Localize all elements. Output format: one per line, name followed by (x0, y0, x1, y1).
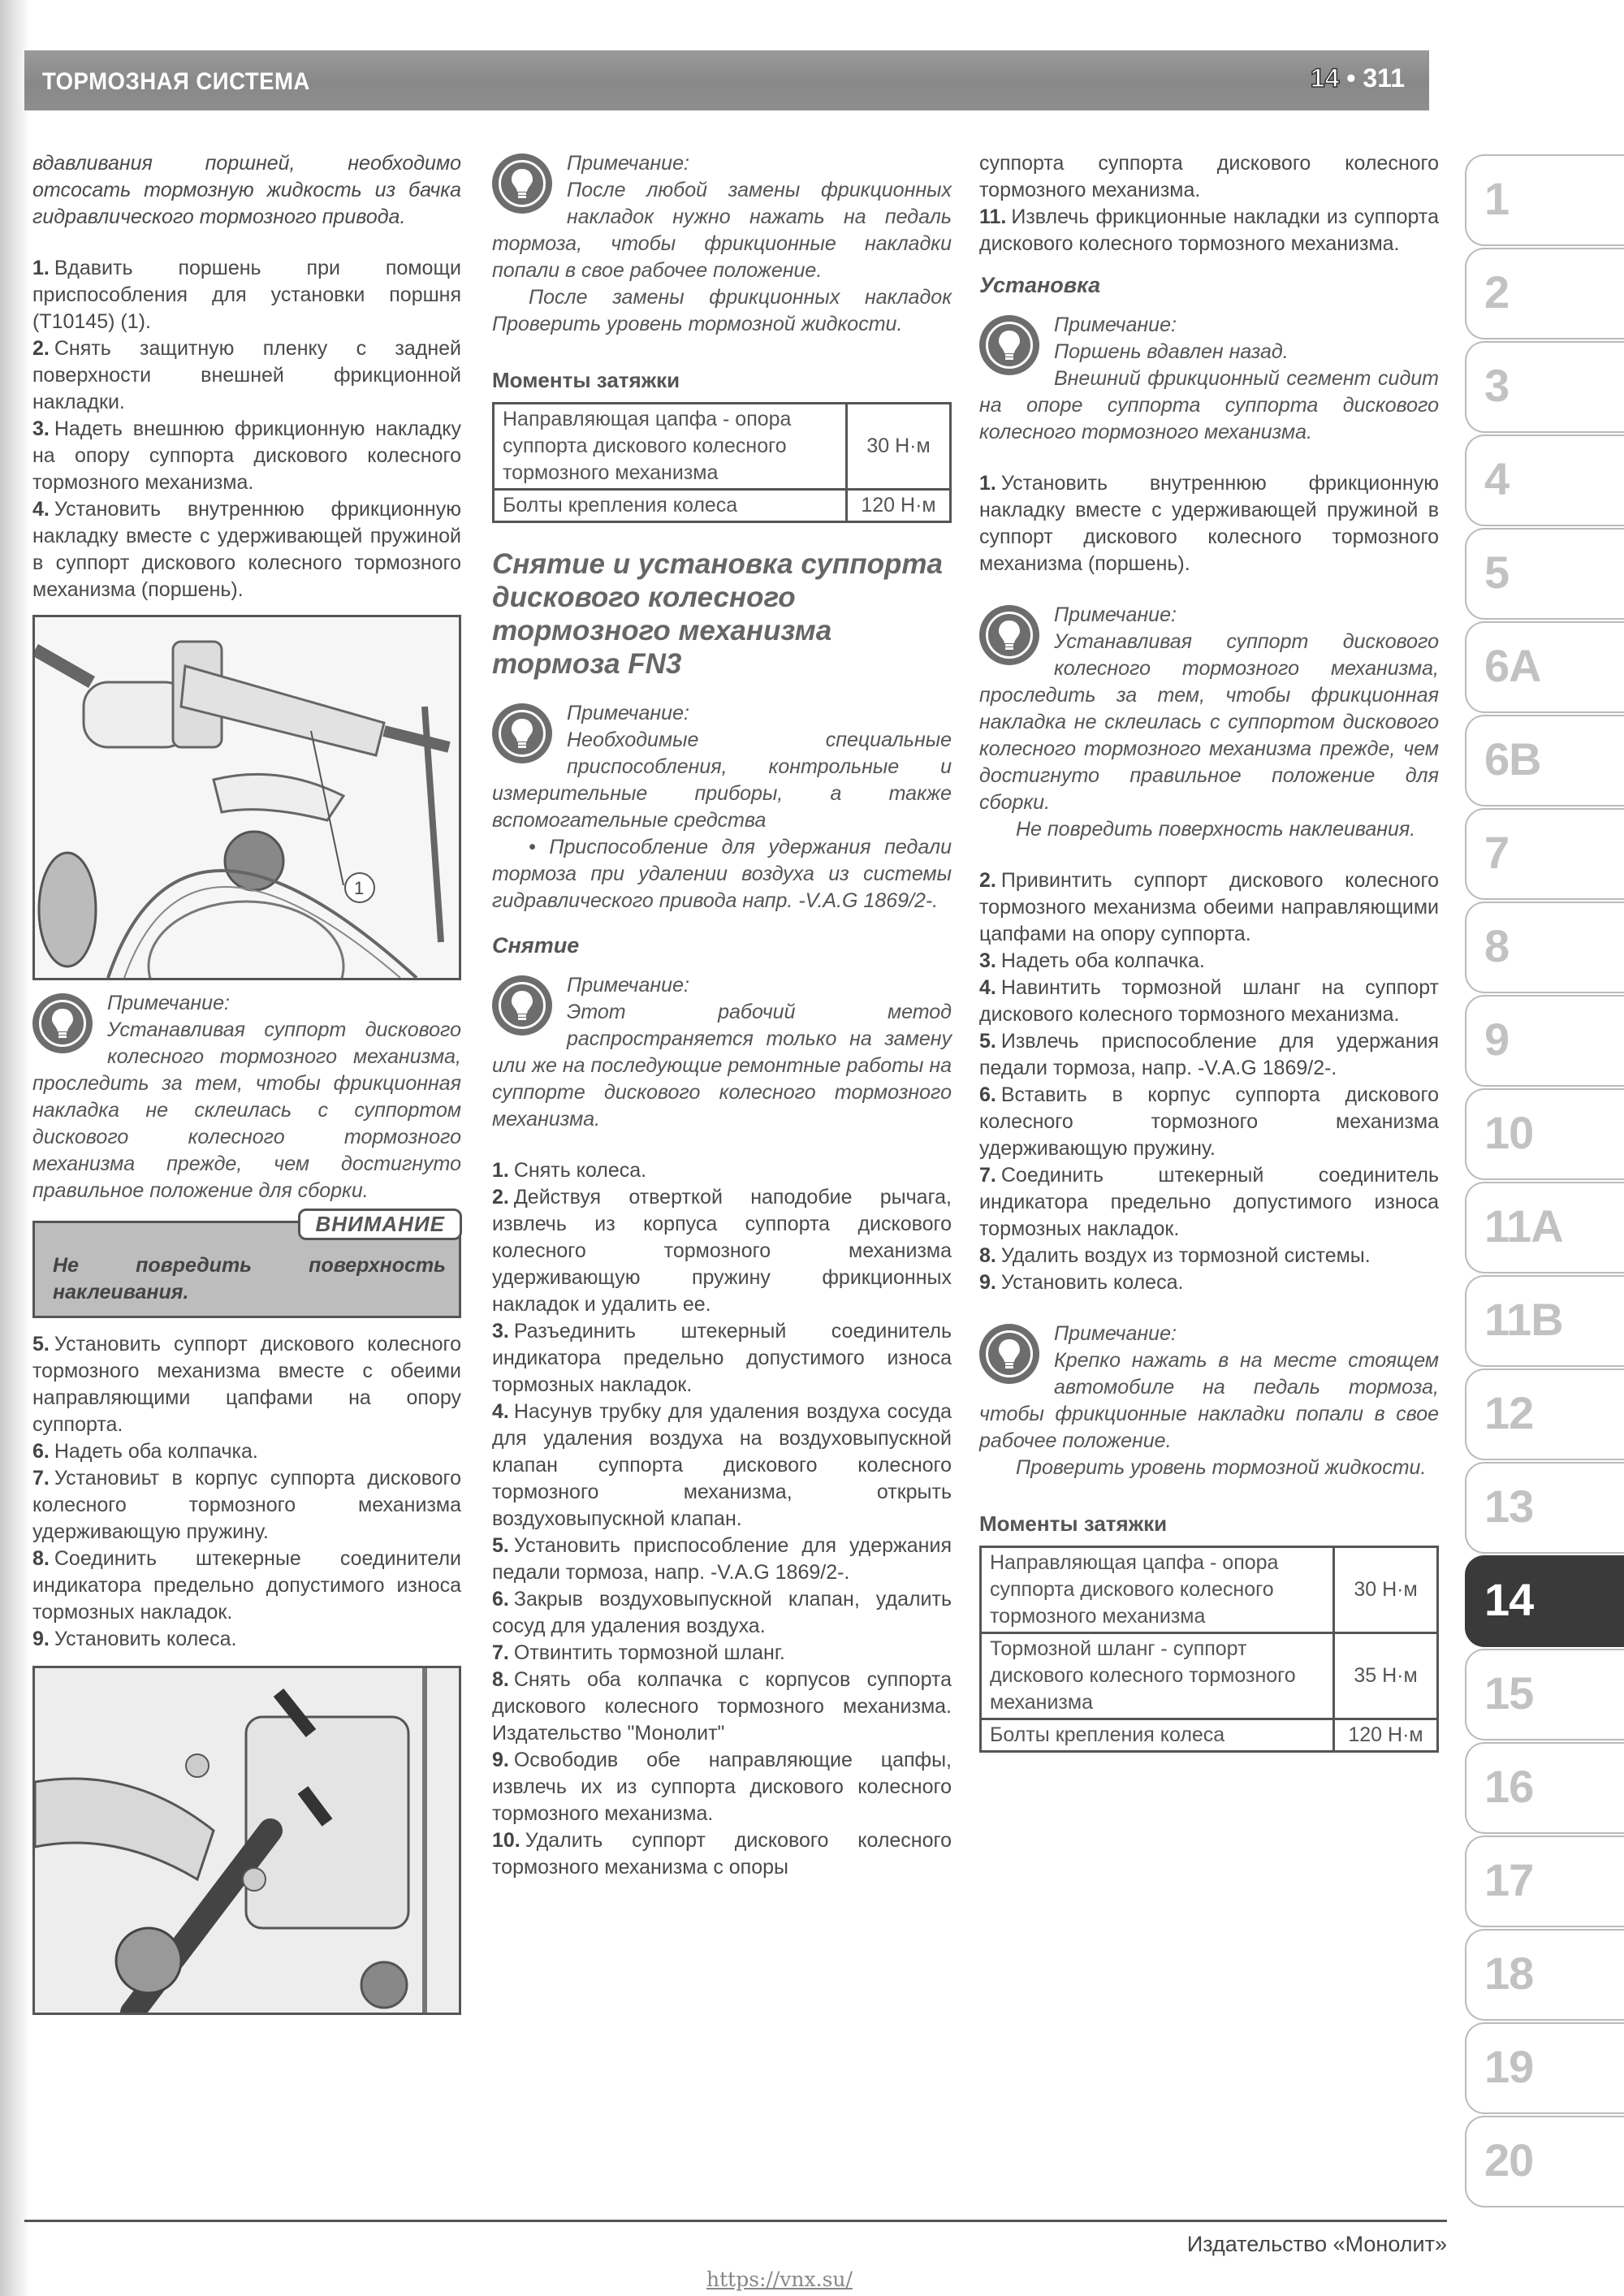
page-spine-shadow (0, 0, 28, 2296)
torque-value: 30 Н·м (1334, 1547, 1438, 1633)
step-item: 1. Снять колеса. (492, 1159, 647, 1182)
caliper-wrench-illustration (35, 1668, 459, 2013)
step-item: 9. Установить колеса. (979, 1271, 1184, 1294)
chapter-tab-16[interactable]: 16 (1465, 1742, 1624, 1834)
page-number (1311, 63, 1405, 93)
torque-row (981, 1633, 1438, 1719)
column-middle (492, 150, 952, 1881)
removal-heading: Снятие (492, 933, 580, 958)
step-item: 10. Удалить суппорт дискового колесного тормозного механизма с опоры (492, 1829, 952, 1879)
step-item: 2. Действуя отверткой наподобие рычага, извлечь из корпуса суппорта дискового колесного тормозного механизма удерживающую пружину фрикционных накладок и удалить ее. (492, 1186, 952, 1316)
intro-text: вдавливания поршней, необходимо отсосать тормозную жидкость из бачка гидравлического тормозного привода. (32, 152, 461, 228)
note-text: Этот рабочий метод распространяется только на замену или же на последующие ремонтные работы на суппорте дискового колесного тормозного механизма. (492, 1001, 952, 1131)
steps-list (492, 1157, 952, 1881)
step-item: 7. Соединить штекерный соединитель индикатора предельно допустимого износа тормозных накладок. (979, 1164, 1439, 1240)
torque-title: Моменты затяжки (979, 1511, 1168, 1536)
lightbulb-icon (979, 315, 1039, 375)
torque-table (492, 402, 952, 523)
note-block (979, 312, 1439, 446)
step-item: 4. Установить внутреннюю фрикционную накладку вместе с удерживающей пружиной в суппорт дискового колесного тормозного механизма (поршень). (32, 498, 461, 601)
torque-row (981, 1547, 1438, 1633)
page-header (24, 50, 1429, 110)
lightbulb-icon (979, 605, 1039, 665)
torque-title: Моменты затяжки (492, 368, 680, 392)
note-block (492, 150, 952, 338)
steps-list (32, 255, 461, 603)
note-text: Поршень вдавлен назад. (1054, 340, 1289, 363)
note-block (979, 602, 1439, 843)
attention-box (32, 1212, 461, 1318)
step-item: 8. Снять оба колпачка с корпусов суппорта дискового колесного тормозного механизма. Издательство "Монолит" (492, 1668, 952, 1745)
chapter-tab-13[interactable]: 13 (1465, 1462, 1624, 1554)
step-item: 4. Навинтить тормозной шланг на суппорт дискового колесного тормозного механизма. (979, 976, 1439, 1026)
lightbulb-icon (32, 993, 93, 1053)
step-item: 5. Установить суппорт дискового колесного тормозного механизма вместе с обеими направляющими цапфами на опору суппорта. (32, 1333, 461, 1436)
step-item: 5. Установить приспособление для удержания педали тормоза, напр. -V.A.G 1869/2-. (492, 1534, 952, 1584)
step-item: 1. Установить внутреннюю фрикционную накладку вместе с удерживающей пружиной в суппорт дискового колесного тормозного механизма (поршень). (979, 472, 1439, 575)
note-text: Не повредить поверхность наклеивания. (1016, 818, 1416, 841)
note-block (32, 990, 461, 1204)
note-text: Устанавливая суппорт дискового колесного тормозного механизма, проследить за тем, чтобы фрикционная накладка не склеилась с суппортом дискового колесного тормозного механизма прежде, чем достигнуто правильное положение для сборки. (32, 1018, 461, 1202)
step-item: 1. Вдавить поршень при помощи приспособления для установки поршня (T10145) (1). (32, 257, 461, 333)
footer-publisher: Издательство «Монолит» (1186, 2232, 1447, 2256)
note-text: Устанавливая суппорт дискового колесного тормозного механизма, проследить за тем, чтобы фрикционная накладка не склеилась с суппортом дискового колесного тормозного механизма прежде, чем достигнуто правильное положение для сборки. (979, 630, 1439, 814)
step-item: 8. Соединить штекерные соединители индикатора предельно допустимого износа тормозных накладок. (32, 1547, 461, 1624)
figure-caliper-wrench (32, 1666, 461, 2015)
torque-value: 30 Н·м (847, 404, 951, 490)
page-number-value: 311 (1363, 63, 1405, 93)
lightbulb-icon (492, 703, 552, 763)
lightbulb-icon (492, 153, 552, 214)
steps-list (32, 1331, 461, 1653)
chapter-tab-20[interactable]: 20 (1465, 2116, 1624, 2207)
step-item: 4. Насунув трубку для удаления воздуха сосуда для удаления воздуха на воздуховыпускной клапан суппорта дискового колесного тормозного механизма, открыть воздуховыпускной клапан. (492, 1400, 952, 1530)
section-title: ТОРМОЗНАЯ СИСТЕМА (42, 68, 310, 95)
chapter-tab-19[interactable]: 19 (1465, 2022, 1624, 2114)
lightbulb-icon (492, 975, 552, 1036)
section-heading: Снятие и установка суппорта дискового колесного тормозного механизма тормоза FN3 (492, 548, 943, 680)
note-text: Необходимые специальные приспособления, контрольные и измерительные приборы, а также вспомогательные средства (492, 729, 952, 832)
figure-piston-tool (32, 615, 461, 980)
attention-label: ВНИМАНИЕ (298, 1209, 462, 1240)
step-item: 7. Отвинтить тормозной шланг. (492, 1641, 785, 1664)
continuation-text: суппорта суппорта дискового колесного тормозного механизма. (979, 152, 1439, 201)
torque-item: Болты крепления колеса (494, 490, 847, 522)
chapter-tab-12[interactable]: 12 (1465, 1369, 1624, 1460)
step-item: 3. Разъединить штекерный соединитель индикатора предельно допустимого износа тормозных накладок. (492, 1320, 952, 1396)
chapter-tab-6a[interactable]: 6A (1465, 621, 1624, 713)
step-item: 3. Надеть оба колпачка. (979, 949, 1205, 972)
torque-item: Направляющая цапфа - опора суппорта дискового колесного тормозного механизма (981, 1547, 1334, 1633)
chapter-tab-14[interactable]: 14 (1465, 1555, 1624, 1647)
chapter-tab-8[interactable]: 8 (1465, 902, 1624, 993)
note-text: Внешний фрикционный сегмент сидит на опоре суппорта суппорта дискового колесного тормозного механизма. (979, 367, 1439, 443)
note-title: Примечание: (1054, 603, 1177, 626)
step-item: 3. Надеть внешнюю фрикционную накладку на опору суппорта дискового колесного тормозного механизма. (32, 417, 461, 494)
chapter-tab-4[interactable]: 4 (1465, 435, 1624, 526)
step-item: 6. Закрыв воздуховыпускной клапан, удалить сосуд для удаления воздуха. (492, 1588, 952, 1637)
chapter-tab-1[interactable]: 1 (1465, 154, 1624, 246)
chapter-tab-15[interactable]: 15 (1465, 1649, 1624, 1740)
torque-item: Тормозной шланг - суппорт дискового колесного тормозного механизма (981, 1633, 1334, 1719)
note-title: Примечание: (567, 974, 689, 997)
note-text: После любой замены фрикционных накладок нужно нажать на педаль тормоза, чтобы фрикционные накладки попали в свое рабочее положение. (492, 179, 952, 282)
footer-url-link[interactable]: https://vnx.su/ (706, 2268, 853, 2291)
torque-value: 35 Н·м (1334, 1633, 1438, 1719)
note-text: После замены фрикционных накладок Проверить уровень тормозной жидкости. (492, 286, 952, 335)
torque-item: Направляющая цапфа - опора суппорта дискового колесного тормозного механизма (494, 404, 847, 490)
lightbulb-icon (979, 1324, 1039, 1384)
torque-table (979, 1546, 1439, 1753)
torque-item: Болты крепления колеса (981, 1719, 1334, 1752)
torque-row (494, 490, 951, 522)
attention-text: Не повредить поверхность наклеивания. (53, 1254, 446, 1304)
chapter-tab-3[interactable]: 3 (1465, 341, 1624, 433)
chapter-tab-5[interactable]: 5 (1465, 528, 1624, 620)
chapter-tab-10[interactable]: 10 (1465, 1088, 1624, 1180)
watermark-logo (361, 1962, 407, 2008)
step-item: 7. Установиьт в корпус суппорта дискового колесного тормозного механизма удерживающую пружину. (32, 1467, 461, 1543)
torque-row (981, 1719, 1438, 1752)
step-item: 9. Установить колеса. (32, 1628, 237, 1650)
column-right (979, 150, 1439, 1753)
note-block (979, 1321, 1439, 1481)
note-title: Примечание: (107, 992, 230, 1014)
step-item: 11. Извлечь фрикционные накладки из суппорта дискового колесного тормозного механизма. (979, 205, 1439, 255)
footer-divider (24, 2220, 1447, 2222)
note-block (492, 700, 952, 915)
note-text: Проверить уровень тормозной жидкости. (1016, 1456, 1427, 1479)
svg-text:1: 1 (354, 878, 365, 898)
note-title: Примечание: (567, 702, 689, 724)
chapter-tab-18[interactable]: 18 (1465, 1929, 1624, 2021)
chapter-tabs (1465, 154, 1624, 2209)
step-item: 8. Удалить воздух из тормозной системы. (979, 1244, 1371, 1267)
chapter-tab-9[interactable]: 9 (1465, 995, 1624, 1087)
piston-tool-illustration (35, 617, 459, 978)
torque-row (494, 404, 951, 490)
note-block (492, 972, 952, 1133)
steps-list (979, 867, 1439, 1296)
step-item: 6. Надеть оба колпачка. (32, 1440, 258, 1463)
note-title: Примечание: (1054, 1322, 1177, 1345)
column-left (32, 150, 461, 2015)
step-item: 2. Привинтить суппорт дискового колесного тормозного механизма обеими направляющими цапфами на опору суппорта. (979, 869, 1439, 945)
chapter-tab-7[interactable]: 7 (1465, 808, 1624, 900)
chapter-tab-17[interactable]: 17 (1465, 1836, 1624, 1927)
note-title: Примечание: (567, 152, 689, 175)
torque-value: 120 Н·м (1334, 1719, 1438, 1752)
step-item: 2. Снять защитную пленку с задней поверхности внешней фрикционной накладки. (32, 337, 461, 413)
chapter-tab-6b[interactable]: 6B (1465, 715, 1624, 806)
separator: • (1346, 63, 1356, 93)
note-text: Крепко нажать в на месте стоящем автомобиле на педаль тормоза, чтобы фрикционные накладки попали в свое рабочее положение. (979, 1349, 1439, 1452)
step-item: 9. Освободив обе направляющие цапфы, извлечь их из суппорта дискового колесного тормозного механизма. (492, 1749, 952, 1825)
step-item: 6. Вставить в корпус суппорта дискового колесного тормозного механизма удерживающую пружину. (979, 1083, 1439, 1160)
torque-value: 120 Н·м (847, 490, 951, 522)
note-bullet: • Приспособление для удержания педали тормоза при удалении воздуха из системы гидравлического привода напр. -V.A.G 1869/2-. (492, 836, 952, 912)
chapter-tab-11a[interactable]: 11A (1465, 1182, 1624, 1273)
install-heading: Установка (979, 273, 1101, 297)
chapter-tab-2[interactable]: 2 (1465, 248, 1624, 339)
step-item: 5. Извлечь приспособление для удержания педали тормоза, напр. -V.A.G 1869/2-. (979, 1030, 1439, 1079)
note-title: Примечание: (1054, 313, 1177, 336)
chapter-number: 14 (1310, 63, 1340, 93)
chapter-tab-11b[interactable]: 11B (1465, 1275, 1624, 1367)
